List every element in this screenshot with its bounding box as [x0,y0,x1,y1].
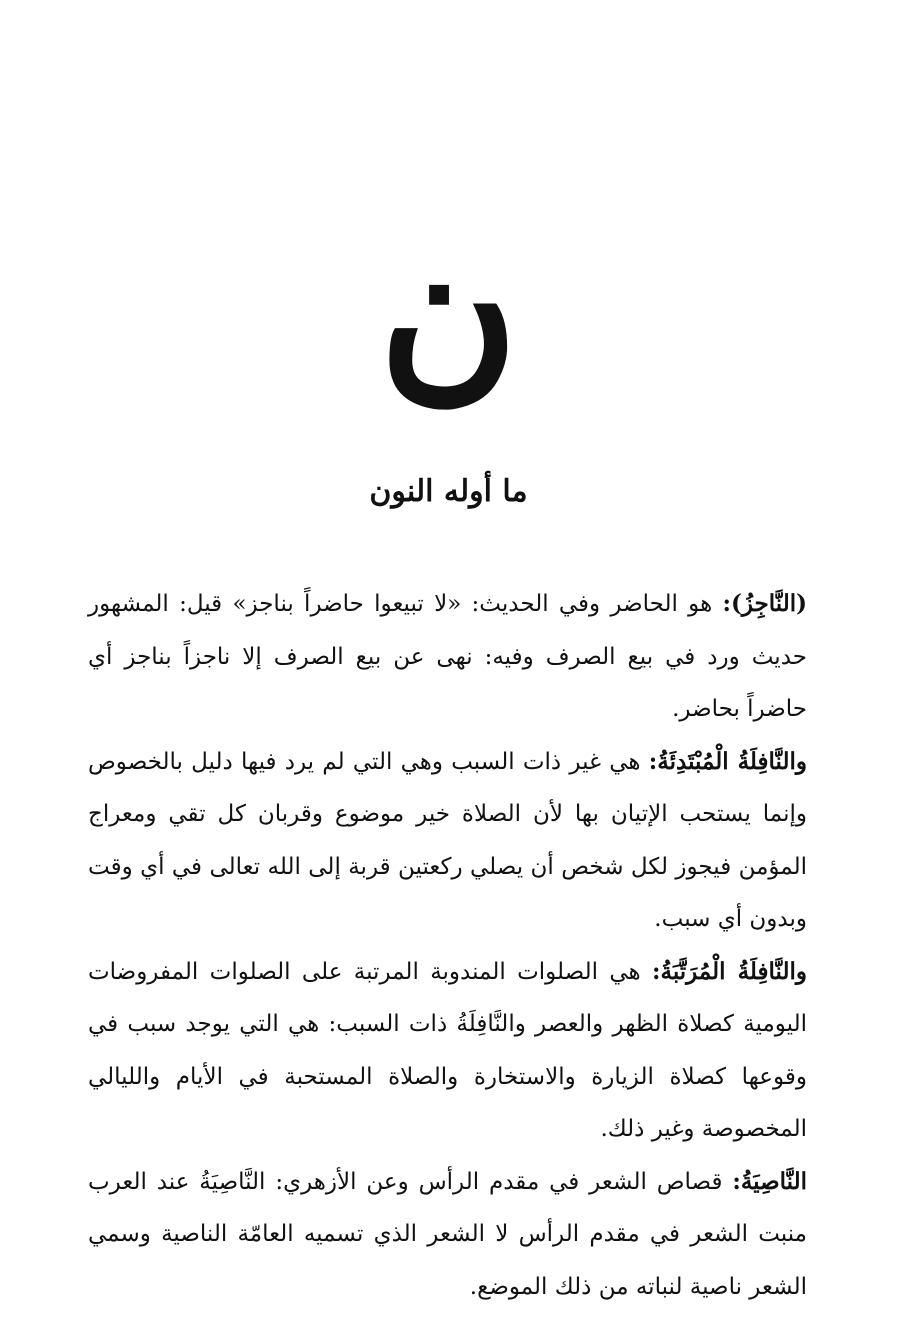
entry-body: هو الحاضر وفي الحديث: «لا تبيعوا حاضراً بناجز» قيل: المشهور حديث ورد في بيع الصرف وفيه: نهى عن بيع الصرف إلا ناجزاً بناجز أي حاضراً بحاضر. [88,591,807,722]
entry-nasiya [88,1156,807,1314]
entry-body: هي الصلوات المندوبة المرتبة على الصلوات المفروضات اليومية كصلاة الظهر والعصر والنَّافِلَةُ ذات السبب: هي التي يوجد سبب في وقوعها كصلاة الزيارة والاستخارة والصلاة المستحبة في الأيام والليالي المخصوصة وغير ذلك. [88,958,807,1142]
entry-term: والنَّافِلَةُ الْمُبْتَدِئَةُ: [648,747,807,775]
entry-term: النَّاصِيَةُ: [732,1167,807,1195]
entry-term: (النَّاجِزُ): [722,590,807,617]
entry-nafila-mubtadia [88,736,807,946]
entry-term: والنَّافِلَةُ الْمُرَتَّبَةُ: [652,957,807,985]
chapter-title: ما أوله النون [369,474,528,509]
entry-nafila-murattaba [88,946,807,1156]
entry-body: هي غير ذات السبب وهي التي لم يرد فيها دليل بالخصوص وإنما يستحب الإتيان بها لأن الصلاة خير موضوع وقربان كل تقي ومعراج المؤمن فيجوز لكل شخص أن يصلي ركعتين قربة إلى الله تعالى في أي وقت وبدون أي سبب. [88,748,807,932]
entry-najiz [88,578,807,736]
chapter-letter: ن [378,198,519,421]
page-content [88,578,807,1313]
entry-body: قصاص الشعر في مقدم الرأس وعن الأزهري: النَّاصِيَةُ عند العرب منبت الشعر في مقدم الرأس لا الشعر الذي تسميه العامّة الناصية وسمي الشعر ناصية لنباته من ذلك الموضع. [88,1168,807,1300]
